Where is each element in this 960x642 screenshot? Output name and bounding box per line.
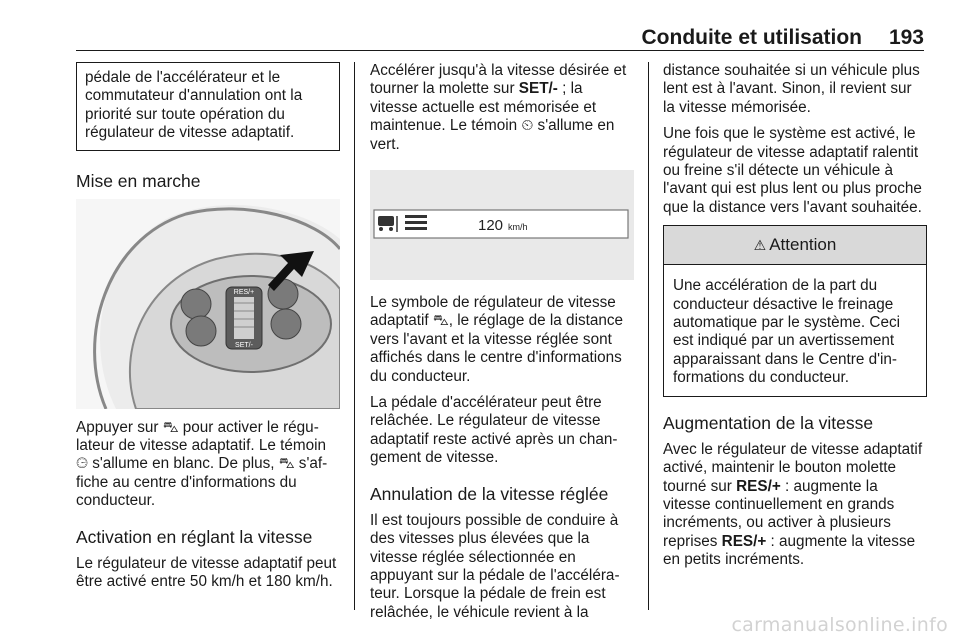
paragraph: distance souhaitée si un véhicule plus lent est à l'avant. Sinon, il revient sur la vitesse mémorisée. xyxy=(663,62,920,116)
column-divider xyxy=(354,62,355,610)
heading-augmentation: Augmentation de la vitesse xyxy=(663,412,874,433)
bold-set: SET/- xyxy=(518,80,558,98)
column-2 xyxy=(370,62,634,630)
paragraph xyxy=(663,441,927,570)
set-speed-unit: km/h xyxy=(508,222,528,233)
text-run: ; la vitesse actuelle est mémorisée et maintenue. Le témoin ⏲ s'allume en vert. xyxy=(370,80,615,153)
following-distance-icon xyxy=(405,215,427,230)
text-run: Accélérer jusqu'à la vitesse désirée et tourner la molette sur xyxy=(370,62,627,98)
heading-activation: Activation en réglant la vitesse xyxy=(76,526,313,547)
attention-title: Attention xyxy=(769,235,837,255)
attention-body: Une accélération de la part du conducteur désactive le freinage automatique par le système. Ceci est indiqué par un avertissement apparaissant dans le Centre d'informations du conducteur. xyxy=(673,277,901,387)
driver-info-center-display xyxy=(370,170,634,280)
text-run: : augmente la vitesse en petits incréments. xyxy=(663,532,916,569)
column-3 xyxy=(663,62,927,578)
note-text: pédale de l'accélérateur et le commutateur d'annulation ont la priorité sur toute opération du régulateur de vitesse adaptatif. xyxy=(85,69,303,142)
steering-wheel-controls-illustration xyxy=(76,199,340,409)
column-divider xyxy=(648,62,649,610)
paragraph: Le symbole de régulateur de vitesse adaptatif ⛍, le réglage de la distance vers l'avant et la vitesse réglée sont affichés dans le centre d'informations du conducteur. xyxy=(370,294,624,385)
paragraph: Il est toujours possible de conduire à des vitesses plus élevées que la vitesse réglée sélectionnée en appuyant sur la pédale de l'accélérateur. Lorsque la pédale de frein est relâchée, le véhicule revient à la xyxy=(370,511,620,621)
bold-res: RES/+ xyxy=(736,477,781,495)
attention-header xyxy=(664,226,926,265)
text-run: Avec le régulateur de vitesse adaptatif activé, maintenir le bouton molette tourné sur xyxy=(663,440,923,495)
bold-res: RES/+ xyxy=(721,532,767,550)
res-label: RES/+ xyxy=(233,288,255,296)
heading-annulation: Annulation de la vitesse réglée xyxy=(370,483,609,504)
paragraph: Appuyer sur ⛍ pour activer le régulateur de vitesse adaptatif. Le témoin ⏲ s'allume en blanc. De plus, ⛍ s'affiche au centre d'informations du conducteur. xyxy=(76,418,328,510)
page-header xyxy=(76,0,924,51)
watermark: carmanualsonline.info xyxy=(731,614,948,636)
set-speed-value: 120 xyxy=(478,217,504,235)
paragraph: Une fois que le système est activé, le régulateur de vitesse adaptatif ralentit ou freine s'il détecte un véhicule à l'avant qui est plus lent ou plus proche que la distance vers l'avant souhaitée. xyxy=(663,125,922,216)
set-label: SET/- xyxy=(235,341,253,349)
continued-note-box xyxy=(76,62,340,151)
attention-box xyxy=(663,225,927,396)
paragraph xyxy=(370,62,634,154)
text-run: : augmente la vitesse continuellement en grands incréments, ou activer à plusieurs reprises xyxy=(663,477,895,550)
warning-triangle-icon: ⚠ xyxy=(753,237,767,254)
page-number: 193 xyxy=(888,26,924,49)
paragraph: Le régulateur de vitesse adaptatif peut être activé entre 50 km/h et 180 km/h. xyxy=(76,554,337,591)
paragraph: La pédale d'accélérateur peut être relâchée. Le régulateur de vitesse adaptatif reste activé après un changement de vitesse. xyxy=(370,394,618,467)
section-title: Conduite et utilisation xyxy=(641,26,862,49)
column-1 xyxy=(76,62,340,599)
heading-mise-en-marche: Mise en marche xyxy=(76,170,201,191)
